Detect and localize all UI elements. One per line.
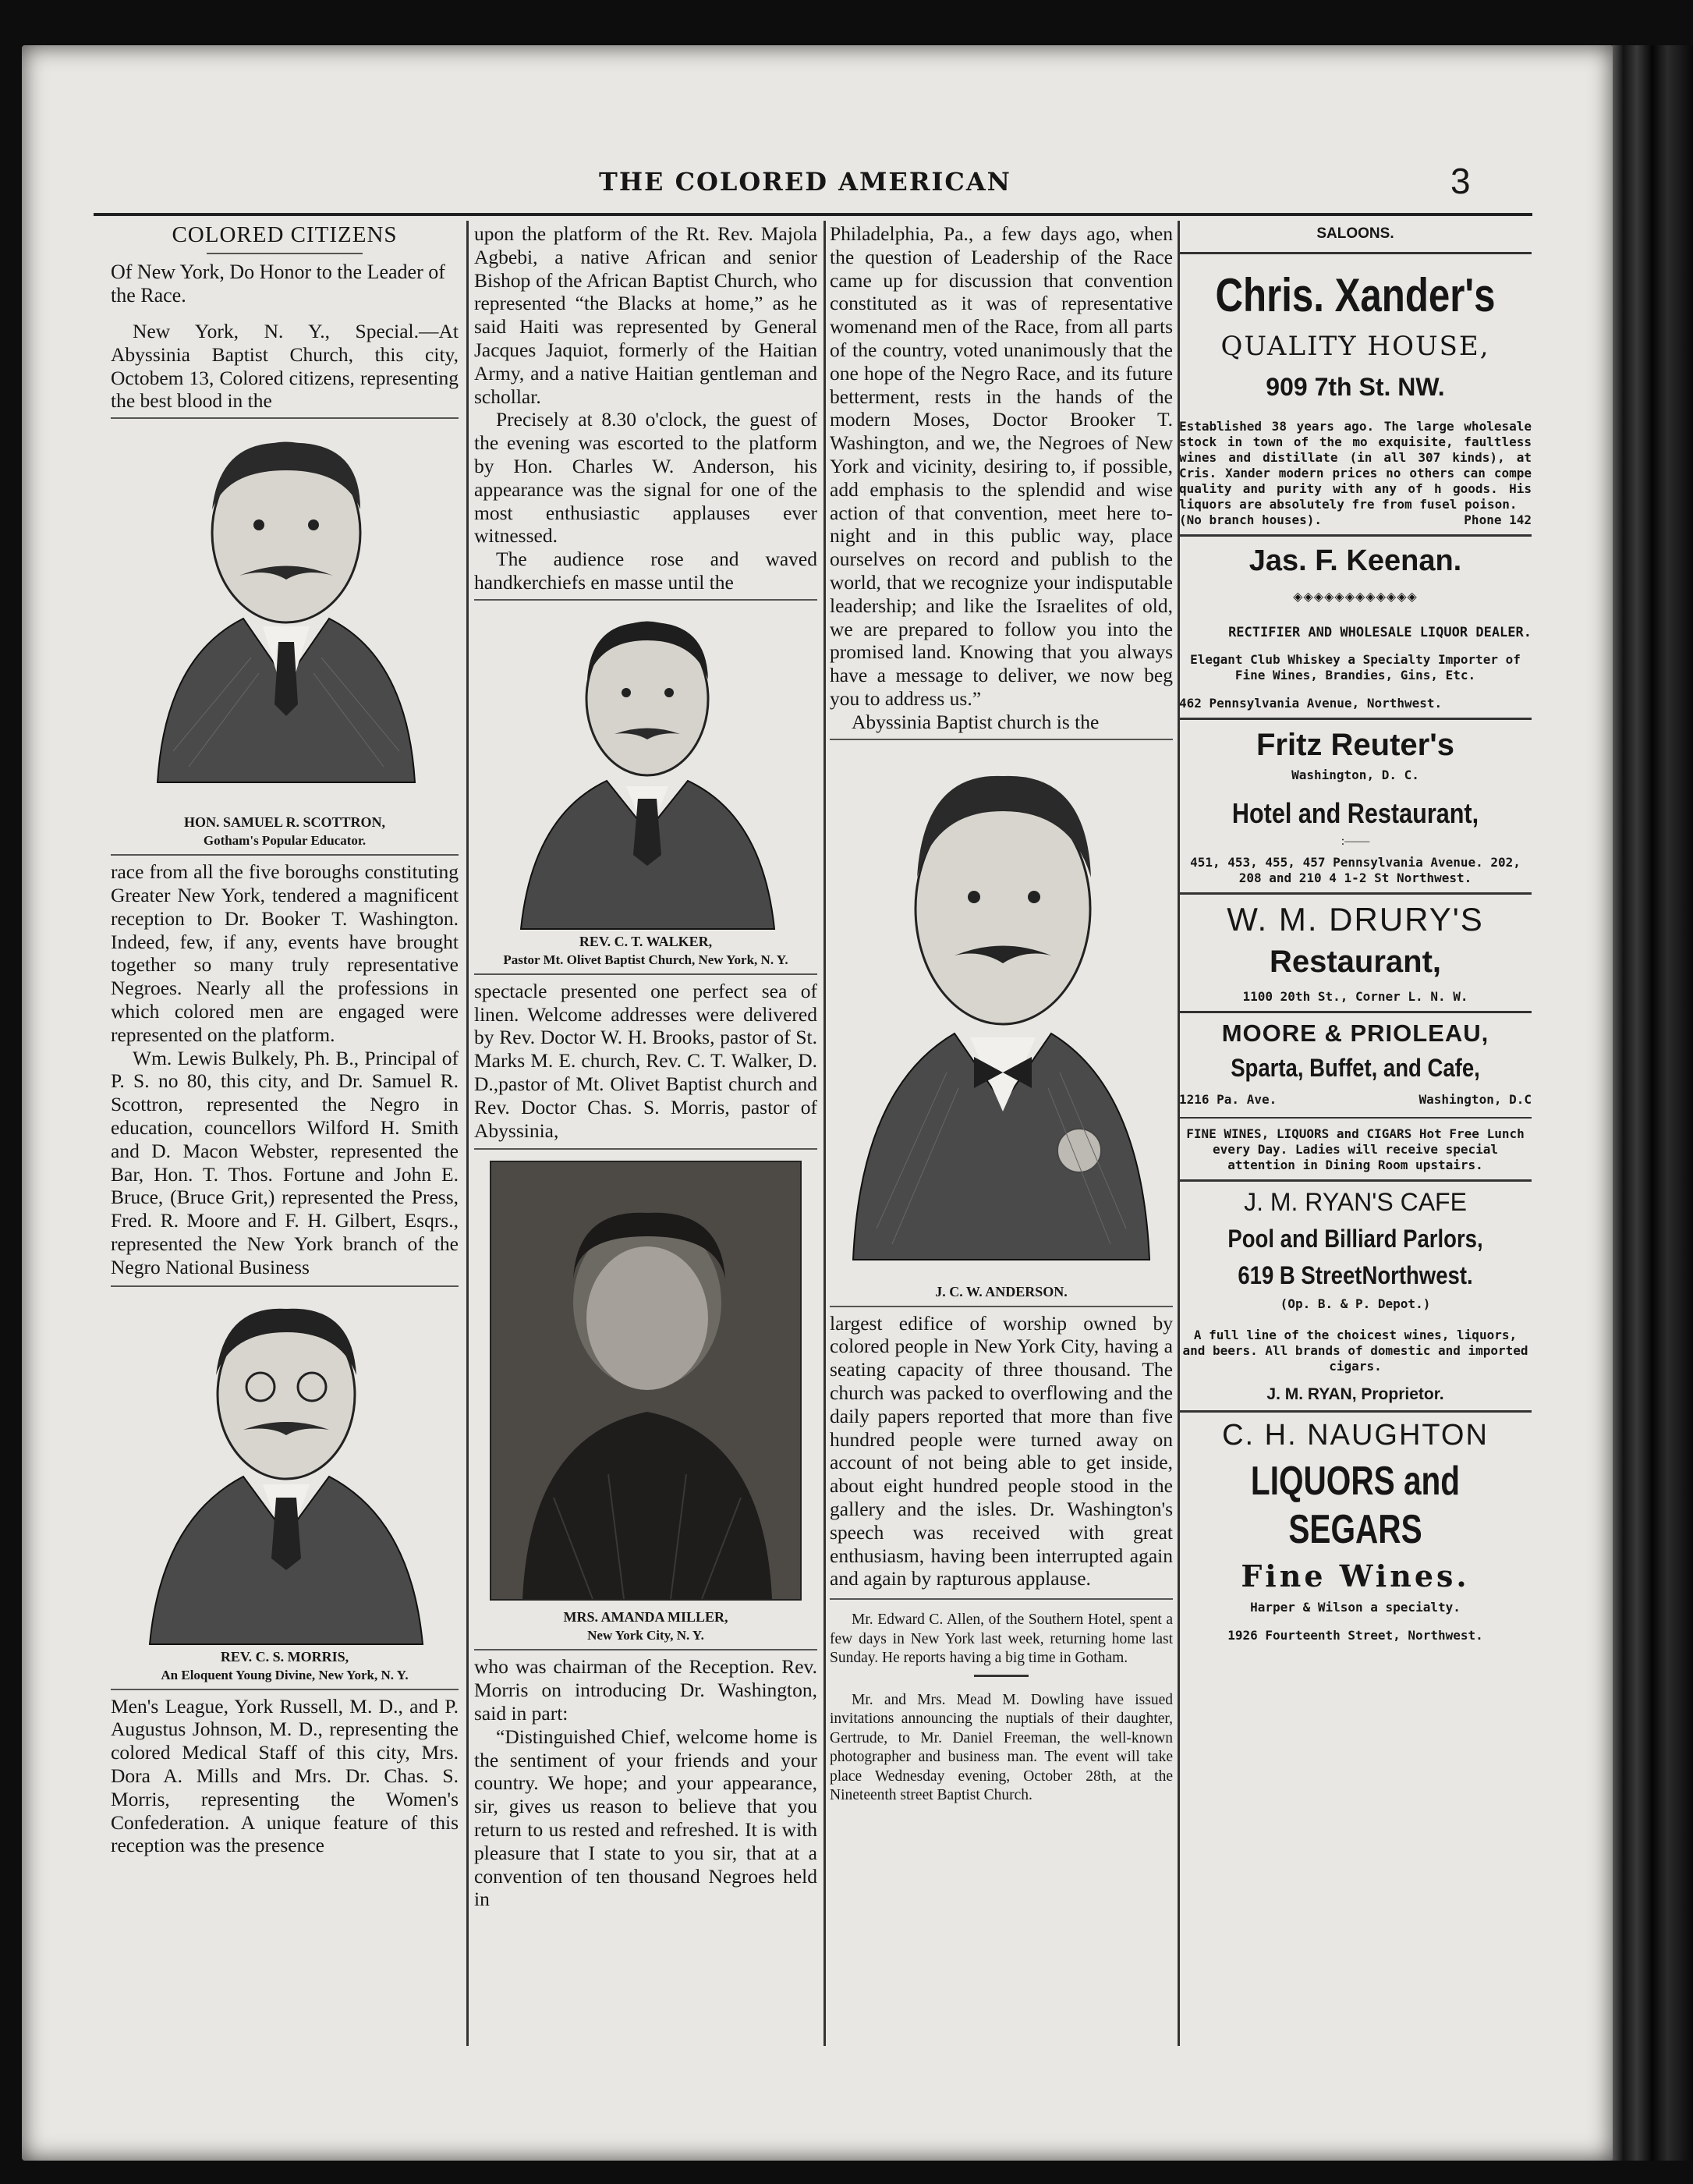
- caption-scottron-desc: Gotham's Popular Educator.: [203, 833, 367, 849]
- caption-anderson-name: J. C. W. ANDERSON.: [935, 1283, 1068, 1299]
- portrait-walker: [474, 605, 817, 933]
- subhead: Of New York, Do Honor to the Leader of the Race.: [111, 261, 445, 307]
- portrait-scottron: [111, 424, 459, 814]
- ad-xander-body: Established 38 years ago. The large wholesale stock in town of the mo exquisite, faultless wines and distillate (in all 307 kinds), at Cris. Xander modern prices no others can compe quality and purity with any of h goods. His liquors are absolutely fre from fusel poison.: [1179, 419, 1532, 512]
- article-paragraph: Men's League, York Russell, M. D., and P. Augustus Johnson, M. D., representing the colored Medical Staff of this city, Mrs. Dora A. Mills and Mrs. Dr. Chas. S. Morris, representing the Women's Confederation. A unique feature of this reception was the presence: [111, 1694, 459, 1857]
- ad-naughton-specialty: Harper & Wilson a specialty.: [1250, 1600, 1461, 1615]
- divider: [474, 973, 817, 975]
- ad-naughton-wines: Fine Wines.: [1241, 1558, 1470, 1594]
- engraving-anderson-icon: [830, 745, 1173, 1283]
- ad-ryan-depot: (Op. B. & P. Depot.): [1280, 1296, 1431, 1311]
- header-rule: [94, 213, 1532, 216]
- ad-xander-footer: [1179, 512, 1532, 528]
- column-3: [830, 222, 1173, 1806]
- article-paragraph: upon the platform of the Rt. Rev. Majola Agbebi, a native African and senior Bishop of the African Baptist Church, who represented “the Blacks at home,” as he said Haiti was represented by General Jacques Jaquiot, formerly of the Haitian Army, and a native Haitian gentleman and schollar.: [474, 222, 817, 408]
- column-2: [474, 222, 817, 1911]
- ad-naughton-segars: SEGARS: [1288, 1507, 1422, 1552]
- divider: [474, 1148, 817, 1150]
- column-1: [111, 222, 459, 1857]
- ad-moore-name: MOORE & PRIOLEAU,: [1221, 1019, 1489, 1047]
- engraving-scottron-icon: [111, 424, 459, 814]
- ads-section-title: SALOONS.: [1316, 225, 1394, 242]
- ad-moore: [1179, 1019, 1532, 1173]
- ad-moore-location: [1179, 1092, 1532, 1108]
- caption-morris-desc: An Eloquent Young Divine, New York, N. Y.: [161, 1667, 409, 1682]
- divider: [474, 599, 817, 601]
- divider: [1179, 1410, 1532, 1413]
- ad-moore-address: 1216 Pa. Ave.: [1179, 1092, 1277, 1107]
- ad-reuter-city: Washington, D. C.: [1291, 768, 1419, 782]
- ad-xander-address: 909 7th St. NW.: [1266, 373, 1445, 401]
- article-paragraph: Precisely at 8.30 o'clock, the guest of the evening was escorted to the platform by Hon. Charles W. Anderson, his appearance was the signal for one of the most enthusiastic applauses ever witnessed.: [474, 408, 817, 548]
- ad-drury-address: 1100 20th St., Corner L. N. W.: [1242, 989, 1468, 1004]
- caption-walker-name: REV. C. T. WALKER,: [579, 933, 713, 949]
- ad-drury-name: W. M. DRURY'S: [1227, 901, 1484, 938]
- ad-naughton-name: C. H. NAUGHTON: [1222, 1419, 1489, 1452]
- article-paragraph: spectacle presented one perfect sea of linen. Welcome addresses were delivered by Rev. Doctor W. H. Brooks, pastor of St. Marks M. E. church, Rev. C. T. Walker, D. D.,pastor of Mt. Olivet Baptist church and Rev. Doctor Chas. S. Morris, pastor of Abyssinia,: [474, 979, 817, 1142]
- photograph-miller-icon: [491, 1162, 800, 1599]
- divider: [1179, 1179, 1532, 1182]
- divider: [474, 1649, 817, 1650]
- divider: [111, 854, 459, 856]
- ad-naughton-address: 1926 Fourteenth Street, Northwest.: [1227, 1628, 1483, 1643]
- ad-keenan: [1179, 544, 1532, 711]
- ad-moore-body: FINE WINES, LIQUORS and CIGARS Hot Free Lunch every Day. Ladies will receive special attention in Dining Room upstairs.: [1186, 1126, 1525, 1172]
- engraving-morris-icon: [111, 1293, 459, 1648]
- ad-moore-type: Sparta, Buffet, and Cafe,: [1231, 1054, 1480, 1082]
- divider: [1179, 252, 1532, 254]
- divider: [1179, 1117, 1532, 1119]
- caption-scottron-name: HON. SAMUEL R. SCOTTRON,: [183, 814, 386, 831]
- divider: [1179, 892, 1532, 895]
- ad-reuter-type: Hotel and Restaurant,: [1231, 797, 1479, 829]
- ad-ryan-proprietor: J. M. RYAN, Proprietor.: [1266, 1385, 1444, 1403]
- divider: [1179, 534, 1532, 537]
- ad-xander-name: Chris. Xander's: [1215, 269, 1496, 321]
- masthead: THE COLORED AMERICAN: [599, 167, 1011, 197]
- article-paragraph: New York, N. Y., Special.—At Abyssinia Baptist Church, this city, Octobem 13, Colored citizens, representing the best blood in the: [111, 320, 459, 413]
- article-paragraph: The audience rose and waved handkerchiefs en masse until the: [474, 548, 817, 594]
- photo-miller: [490, 1161, 802, 1601]
- headline: COLORED CITIZENS: [172, 222, 398, 247]
- article-paragraph: race from all the five boroughs constituting Greater New York, tendered a magnificent reception to Dr. Booker T. Washington. Indeed, few, if any, events have brought together so many truly representative Negroes. Nearly all the professions in which colored men are engaged were represented on the platform.: [111, 860, 459, 1046]
- divider: [1179, 718, 1532, 720]
- divider: [111, 1285, 459, 1287]
- ad-xander: [1179, 268, 1532, 528]
- ad-drury: [1179, 901, 1532, 1005]
- ad-keenan-ornament: ◈◈◈◈◈◈◈◈◈◈◈◈: [1293, 590, 1418, 604]
- local-item-dowling: Mr. and Mrs. Mead M. Dowling have issued invitations announcing the nuptials of their daughter, Gertrude, to Mr. Daniel Freeman, the well-known photographer and business man. The event will take place Wednesday evening, October 28th, at the Nineteenth street Baptist Church.: [830, 1691, 1173, 1804]
- column-rule-2: [823, 221, 826, 2046]
- article-paragraph: Philadelphia, Pa., a few days ago, when the question of Leadership of the Race came up for discussion that convention constituted as it was of representative womenand men of the Race, from all parts of the country, voted unanimously that the one hope of the Negro Race, and its future betterment, rests in the hands of the modern Moses, Doctor Brooker T. Washington, and we, the Negroes of New York and vicinity, desiring to, if possible, add emphasis to the splendid and wise action of that convention, meet here to-night and in this public way, place ourselves on record and publish to the world, that we recognize your indisputable leadership; and like the Israelites of old, we are prepared to follow you into the promised land. Knowing that you always have a message to deliver, we now beg you to address us.”: [830, 222, 1173, 710]
- ad-ryan-body: A full line of the choicest wines, liquors, and beers. All brands of domestic and imported cigars.: [1182, 1328, 1528, 1374]
- ad-reuter-ornament: :——: [1341, 835, 1370, 848]
- ad-naughton: [1179, 1419, 1532, 1643]
- caption-morris-name: REV. C. S. MORRIS,: [220, 1648, 349, 1665]
- local-item-allen: Mr. Edward C. Allen, of the Southern Hotel, spent a few days in New York last week, returning home last Sunday. He reports having a big time in Gotham.: [830, 1611, 1173, 1667]
- ad-moore-city: Washington, D.C: [1419, 1092, 1532, 1107]
- ad-ryan-name: J. M. RYAN'S CAFE: [1244, 1188, 1467, 1216]
- ad-reuter-address: 451, 453, 455, 457 Pennsylvania Avenue. 202, 208 and 210 4 1-2 St Northwest.: [1190, 855, 1521, 885]
- article-paragraph: Wm. Lewis Bulkely, Ph. B., Principal of P. S. no 80, this city, and Dr. Samuel R. Scottron, represented the Negro in education, councellors Wilford H. Smith and D. Macon Webster, represented the Bar, Hon. T. Thos. Fortune and John E. Bruce, (Bruce Grit,) represented the Press, Fred. R. Moore and F. H. Gilbert, Esqrs., represented the New York branch of the Negro National Business: [111, 1046, 459, 1278]
- divider: [111, 417, 459, 419]
- ad-reuter: [1179, 728, 1532, 886]
- caption-miller-name: MRS. AMANDA MILLER,: [563, 1609, 728, 1626]
- divider: [1179, 1011, 1532, 1013]
- article-paragraph: largest edifice of worship owned by colored people in New York City, having a seating capacity of three thousand. The church was packed to overflowing and the daily papers reported that more than five hundred people were turned away on account of not being able to get inside, about eight hundred people stood in the gallery and the isles. Dr. Washington's speech was received with great enthusiasm, having been interrupted again and again by rapturous applause.: [830, 1311, 1173, 1590]
- divider: [974, 1675, 1029, 1677]
- article-paragraph: “Distinguished Chief, welcome home is the sentiment of your friends and your country. We hope; and your appearance, sir, gives us reason to believe that you return to us rested and refreshed. It is with pleasure that I state to you sir, that at a convention of ten thousand Negroes held in: [474, 1725, 817, 1911]
- ad-drury-type: Restaurant,: [1269, 945, 1442, 979]
- caption-miller-desc: New York City, N. Y.: [587, 1628, 704, 1643]
- ad-naughton-liquors: LIQUORS and: [1250, 1459, 1461, 1504]
- ad-keenan-address: 462 Pennsylvania Avenue, Northwest.: [1179, 696, 1443, 711]
- caption-walker-desc: Pastor Mt. Olivet Baptist Church, New York, N. Y.: [503, 952, 788, 967]
- ad-reuter-name: Fritz Reuter's: [1256, 728, 1454, 762]
- advertisements-column: [1179, 222, 1532, 1643]
- portrait-anderson: [830, 745, 1173, 1283]
- article-paragraph: Abyssinia Baptist church is the: [852, 710, 1100, 733]
- ad-keenan-name: Jas. F. Keenan.: [1248, 544, 1462, 577]
- article-paragraph: who was chairman of the Reception. Rev. Morris on introducing Dr. Washington, said in part:: [474, 1655, 817, 1725]
- ad-xander-branch: (No branch houses).: [1179, 512, 1323, 527]
- ad-ryan-type: Pool and Billiard Parlors,: [1227, 1225, 1483, 1253]
- portrait-morris: [111, 1293, 459, 1648]
- divider: [111, 1689, 459, 1690]
- ad-xander-house: QUALITY HOUSE,: [1220, 331, 1490, 362]
- ad-ryan-address: 619 B StreetNorthwest.: [1238, 1261, 1473, 1289]
- divider: [830, 739, 1173, 740]
- ad-ryan: [1179, 1188, 1532, 1404]
- ad-keenan-body: Elegant Club Whiskey a Specialty Importer of Fine Wines, Brandies, Gins, Etc.: [1190, 652, 1521, 682]
- engraving-walker-icon: [474, 605, 817, 933]
- divider: [830, 1598, 1173, 1600]
- column-rule-1: [466, 221, 469, 2046]
- ad-keenan-trade: RECTIFIER AND WHOLESALE LIQUOR DEALER.: [1228, 625, 1532, 640]
- divider: [830, 1306, 1173, 1307]
- page-number: 3: [1450, 161, 1471, 201]
- headline-rule: [207, 253, 363, 254]
- ad-xander-phone: Phone 142: [1464, 512, 1532, 527]
